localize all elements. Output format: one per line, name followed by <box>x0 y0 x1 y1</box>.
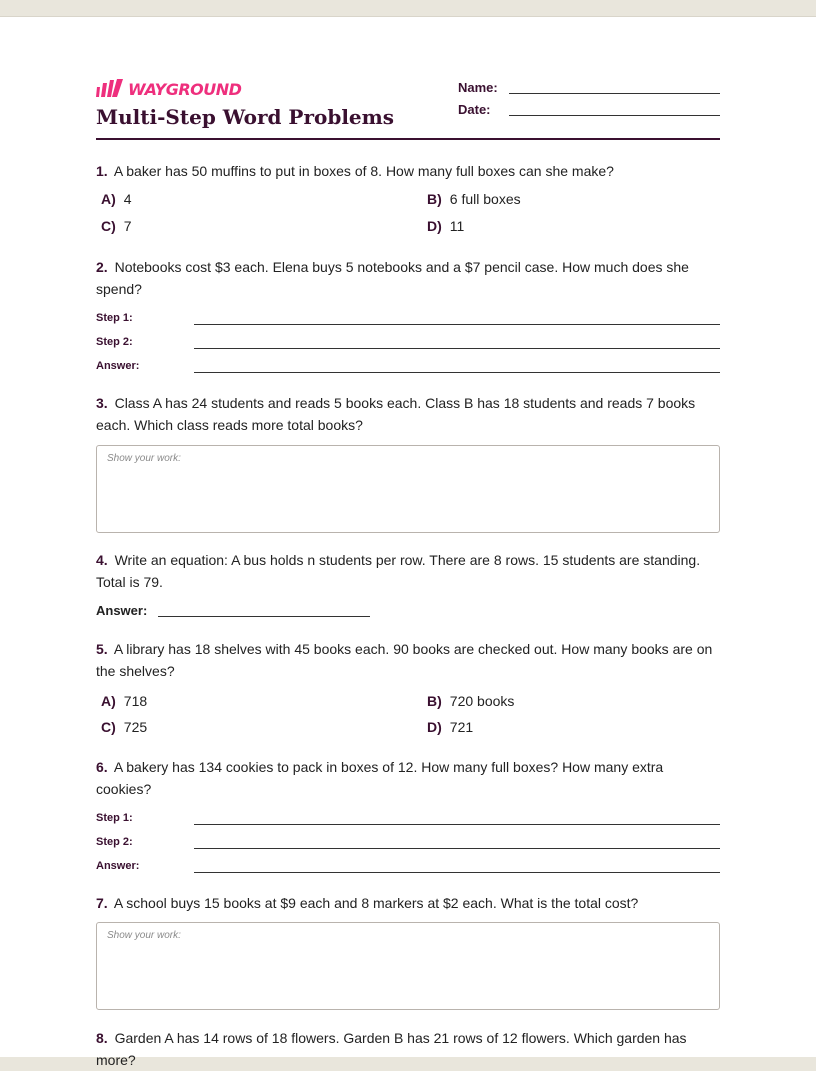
work-placeholder: Show your work: <box>107 453 181 464</box>
answer-field <box>96 603 720 618</box>
question-6 <box>96 756 720 878</box>
question-text: 6. A bakery has 134 cookies to pack in boxes of 12. How many full boxes? How many extra cookies? <box>96 759 664 797</box>
question-text: 5. A library has 18 shelves with 45 books each. 90 books are checked out. How many books are on the shelves? <box>96 641 713 679</box>
name-line[interactable] <box>509 79 720 94</box>
option-a[interactable]: A) 718 <box>101 693 148 709</box>
option-d[interactable]: D) 721 <box>427 719 474 735</box>
work-placeholder: Show your work: <box>107 930 181 941</box>
option-b[interactable]: B) 6 full boxes <box>427 191 521 207</box>
question-text: 1. A baker has 50 muffins to put in boxes of 8. How many full boxes can she make? <box>96 163 614 179</box>
answer-line[interactable] <box>194 872 720 873</box>
answer-line[interactable] <box>194 372 720 373</box>
question-7 <box>96 892 720 1010</box>
answer-options <box>96 692 720 746</box>
question-3 <box>96 392 720 533</box>
date-field <box>458 101 720 117</box>
brand <box>96 79 241 99</box>
step-2-row: Step 2: <box>96 330 720 354</box>
question-text: 4. Write an equation: A bus holds n students per row. There are 8 rows. 15 students are standing. Total is 79. <box>96 552 701 590</box>
question-text: 2. Notebooks cost $3 each. Elena buys 5 notebooks and a $7 pencil case. How much does she spend? <box>96 259 689 297</box>
answer-line[interactable] <box>158 604 370 617</box>
brand-name: WAYGROUND <box>128 79 242 99</box>
answer-row: Answer: <box>96 354 720 378</box>
date-line[interactable] <box>509 101 720 116</box>
name-field <box>458 79 720 95</box>
option-a[interactable]: A) 4 <box>101 191 132 207</box>
step-2-line[interactable] <box>194 348 720 349</box>
answer-row: Answer: <box>96 854 720 878</box>
worksheet-page <box>0 16 816 1068</box>
step-1-line[interactable] <box>194 824 720 825</box>
step-1-line[interactable] <box>194 324 720 325</box>
question-5 <box>96 638 720 746</box>
option-c[interactable]: C) 725 <box>101 719 148 735</box>
date-label: Date: <box>458 102 491 117</box>
worksheet-content <box>96 17 720 1068</box>
question-2 <box>96 256 720 378</box>
question-text: 3. Class A has 24 students and reads 5 books each. Class B has 18 students and reads 7 books each. Which class reads more total books? <box>96 395 696 433</box>
answer-label: Answer: <box>96 603 148 618</box>
header-divider <box>96 138 720 140</box>
work-box[interactable] <box>96 922 720 1010</box>
name-label: Name: <box>458 80 498 95</box>
step-lines <box>96 306 720 378</box>
worksheet-header <box>96 17 720 157</box>
answer-options <box>96 190 720 244</box>
step-2-line[interactable] <box>194 848 720 849</box>
step-lines <box>96 806 720 878</box>
wayground-logo-icon <box>96 79 126 99</box>
option-c[interactable]: C) 7 <box>101 218 132 234</box>
step-1-row: Step 1: <box>96 806 720 830</box>
question-8 <box>96 1027 720 1071</box>
page-title: Multi-Step Word Problems <box>96 105 395 129</box>
question-4 <box>96 549 720 618</box>
step-1-row: Step 1: <box>96 306 720 330</box>
work-box[interactable] <box>96 445 720 533</box>
question-text: 7. A school buys 15 books at $9 each and 8 markers at $2 each. What is the total cost? <box>96 895 639 911</box>
step-2-row: Step 2: <box>96 830 720 854</box>
question-1 <box>96 160 720 244</box>
option-b[interactable]: B) 720 books <box>427 693 515 709</box>
question-text: 8. Garden A has 14 rows of 18 flowers. Garden B has 21 rows of 12 flowers. Which garden has more? <box>96 1030 687 1068</box>
option-d[interactable]: D) 11 <box>427 218 465 234</box>
